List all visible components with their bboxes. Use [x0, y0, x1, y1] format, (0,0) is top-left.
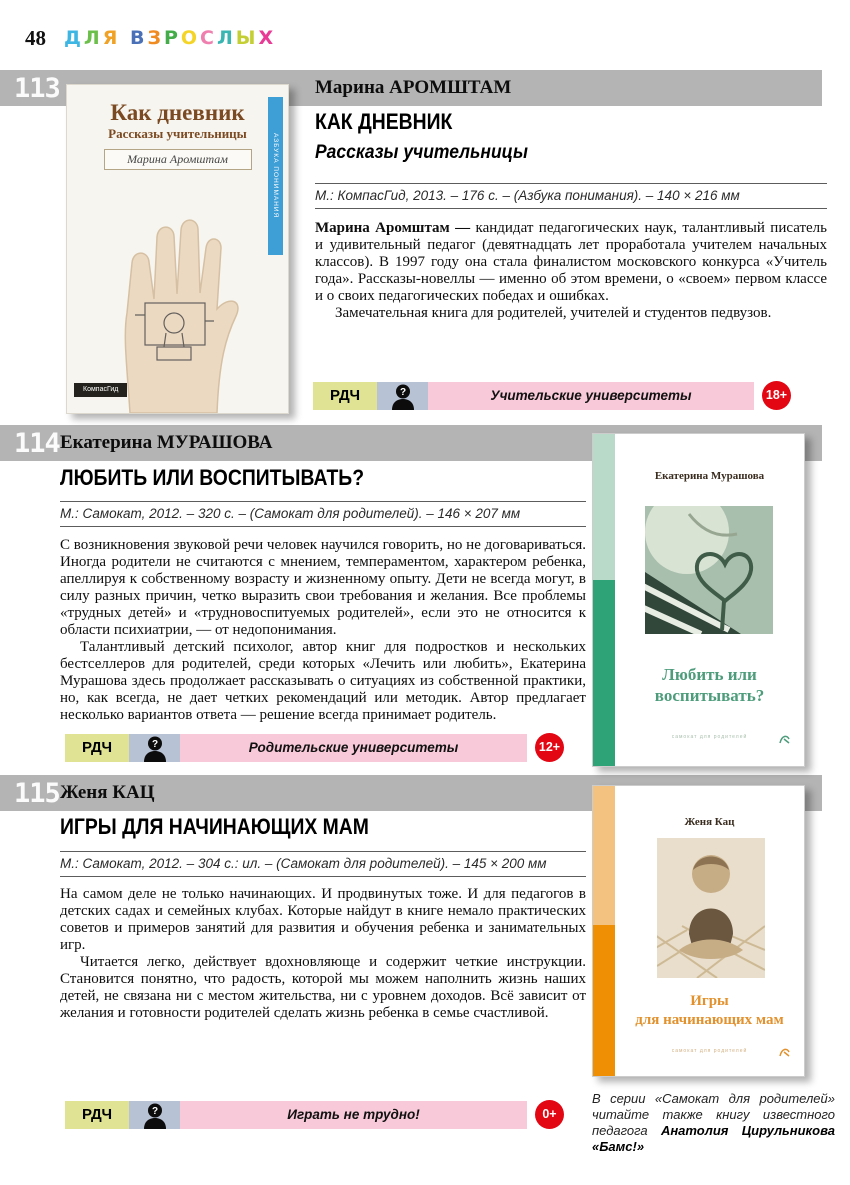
cover-title [615, 664, 804, 706]
theme-label: Учительские университеты [428, 382, 754, 410]
publisher-logo-icon [778, 1045, 791, 1058]
entry-number: 114 [14, 428, 60, 459]
annotation-paragraph: На самом деле не только начинающих. И продвинутых тоже. И для педагогов в детских садах и семейных клубах. Которые найдут в книге немало практических советов и примеров занятий для развития и обучения ребенка и занимательных игр. [60, 886, 586, 953]
publisher-logo: КомпасГид [74, 383, 127, 397]
series-note [592, 1091, 835, 1155]
annotation-text [60, 886, 586, 1022]
cover-subtitle: Рассказы учительницы [108, 126, 247, 141]
cover-title: Как дневник [110, 100, 245, 125]
series-note-bold: Анатолия Цирульникова «Бамс!» [592, 1123, 835, 1154]
entry-author: Женя КАЦ [60, 782, 155, 803]
svg-text:?: ? [399, 387, 406, 398]
annotation-paragraph: Замечательная книга для родителей, учителей и студентов педвузов. [335, 305, 772, 321]
book-title: КАК ДНЕВНИК [315, 109, 453, 134]
reader-icon-box [377, 382, 428, 410]
cover-series-footer: самокат для родителей [671, 1048, 748, 1054]
cover-title [615, 992, 804, 1030]
theme-label: Родительские университеты [180, 734, 527, 762]
person-question-icon [143, 736, 167, 762]
person-question-icon [391, 384, 415, 410]
entry-number: 113 [14, 73, 60, 104]
cover-photo-toddler-on-quilt [657, 838, 765, 978]
tag-row [313, 382, 791, 410]
theme-label: Играть не трудно! [180, 1101, 527, 1129]
entry-author: Марина АРОМШТАМ [315, 77, 512, 98]
reader-icon-box [129, 1101, 180, 1129]
cover-photo-child-with-heart-lollipop [645, 506, 773, 634]
imprint-line: М.: КомпасГид, 2013. – 176 с. – (Азбука понимания). – 140 × 216 мм [315, 183, 827, 209]
series-ribbon: АЗБУКА ПОНИМАНИЯ [268, 97, 283, 255]
reader-icon-box [129, 734, 180, 762]
book-title: ИГРЫ ДЛЯ НАЧИНАЮЩИХ МАМ [60, 814, 369, 839]
cover-title-line2: воспитывать? [654, 686, 765, 705]
annotation-paragraph: Читается легко, действует вдохновляюще и содержит четкие инструкции. Становится понятно, что радость, которой мы можем наполнить жизнь наших детей, не связана ни с местом жительства, ни с уровнем доходов. Всё зависит от желания и готовности родителей сделать жизнь ребенка в семье счастливой. [60, 954, 586, 1021]
tag-row [65, 734, 564, 762]
age-badge: 18+ [762, 381, 791, 410]
svg-text:?: ? [151, 1106, 158, 1117]
section-title: ДЛЯ ВЗРОСЛЫХ [64, 27, 277, 49]
hand-photo-illustration [67, 191, 288, 413]
cover-title-line2: для начинающих мам [635, 1012, 784, 1028]
imprint-line: М.: Самокат, 2012. – 304 с.: ил. – (Самокат для родителей). – 145 × 200 мм [60, 851, 586, 877]
entry-author: Екатерина МУРАШОВА [60, 432, 273, 453]
cover-series-footer: самокат для родителей [671, 734, 748, 740]
annotation-text [60, 537, 586, 724]
cover-spine-stripe [593, 786, 615, 1076]
book-cover-lyubit-ili-vospityvat [592, 433, 805, 767]
book-cover-igry-dlya-nachinayushchikh-mam [592, 785, 805, 1077]
entry-number: 115 [14, 778, 60, 809]
svg-text:?: ? [151, 739, 158, 750]
rdch-badge: РДЧ [313, 382, 377, 410]
annotation-paragraph: кандидат педагогических наук, талантливый писатель и удивительный педагог (девятнадцать лет проработала учителем начальных классов). В 1997 году она стала финалистом московского конкурса «Учитель года». Рассказы-новеллы — именно об этом времени, о «своем» первом классе и о своих педагогических победах и ошибках. [315, 220, 828, 304]
age-badge: 0+ [535, 1100, 564, 1129]
cover-spine-stripe [593, 434, 615, 766]
person-question-icon [143, 1103, 167, 1129]
rdch-badge: РДЧ [65, 1101, 129, 1129]
cover-title-line1: Игры [690, 993, 729, 1009]
page-number: 48 [25, 26, 46, 50]
cover-title-line1: Любить или [662, 665, 757, 684]
tag-row [65, 1101, 564, 1129]
book-title: ЛЮБИТЬ ИЛИ ВОСПИТЫВАТЬ? [60, 465, 365, 490]
cover-author: Женя Кац [684, 816, 735, 828]
series-note-text: В серии «Самокат для родителей» читайте также книгу известного педагога [592, 1091, 835, 1138]
cover-author: Екатерина Мурашова [654, 470, 765, 482]
imprint-line: М.: Самокат, 2012. – 320 с. – (Самокат для родителей). – 146 × 207 мм [60, 501, 586, 527]
cover-author: Марина Аромштам [104, 149, 252, 170]
annotation-lead: Марина Аромштам — [315, 220, 476, 236]
annotation-text [315, 220, 827, 322]
book-cover-kak-dnevnik [66, 84, 289, 414]
rdch-badge: РДЧ [65, 734, 129, 762]
publisher-logo-icon [778, 732, 791, 745]
age-badge: 12+ [535, 733, 564, 762]
book-subtitle: Рассказы учительницы [315, 142, 528, 163]
annotation-paragraph: С возникновения звуковой речи человек научился говорить, но не договариваться. Иногда родители не считаются с мнением, темпераментом, характером ребенка, апеллируя к собственному возрасту и жизненному опыту. Дети не всегда могут, в силу разных причин, четко выразить свои требования и желания. Все проблемы «трудных детей» и «трудновоспитуемых родителей», если это не относится к области психиатрии, — от недопонимания. [60, 537, 586, 638]
annotation-paragraph: Талантливый детский психолог, автор книг для подростков и нескольких бестселлеров для родителей, среди которых «Лечить или любить», Екатерина Мурашова здесь продолжает рассказывать о ситуациях из собственной практики, но, как всегда, не дает четких рекомендаций или методик. Автор предлагает несколько вариантов ответа — решение всегда принимает родитель. [60, 639, 586, 723]
